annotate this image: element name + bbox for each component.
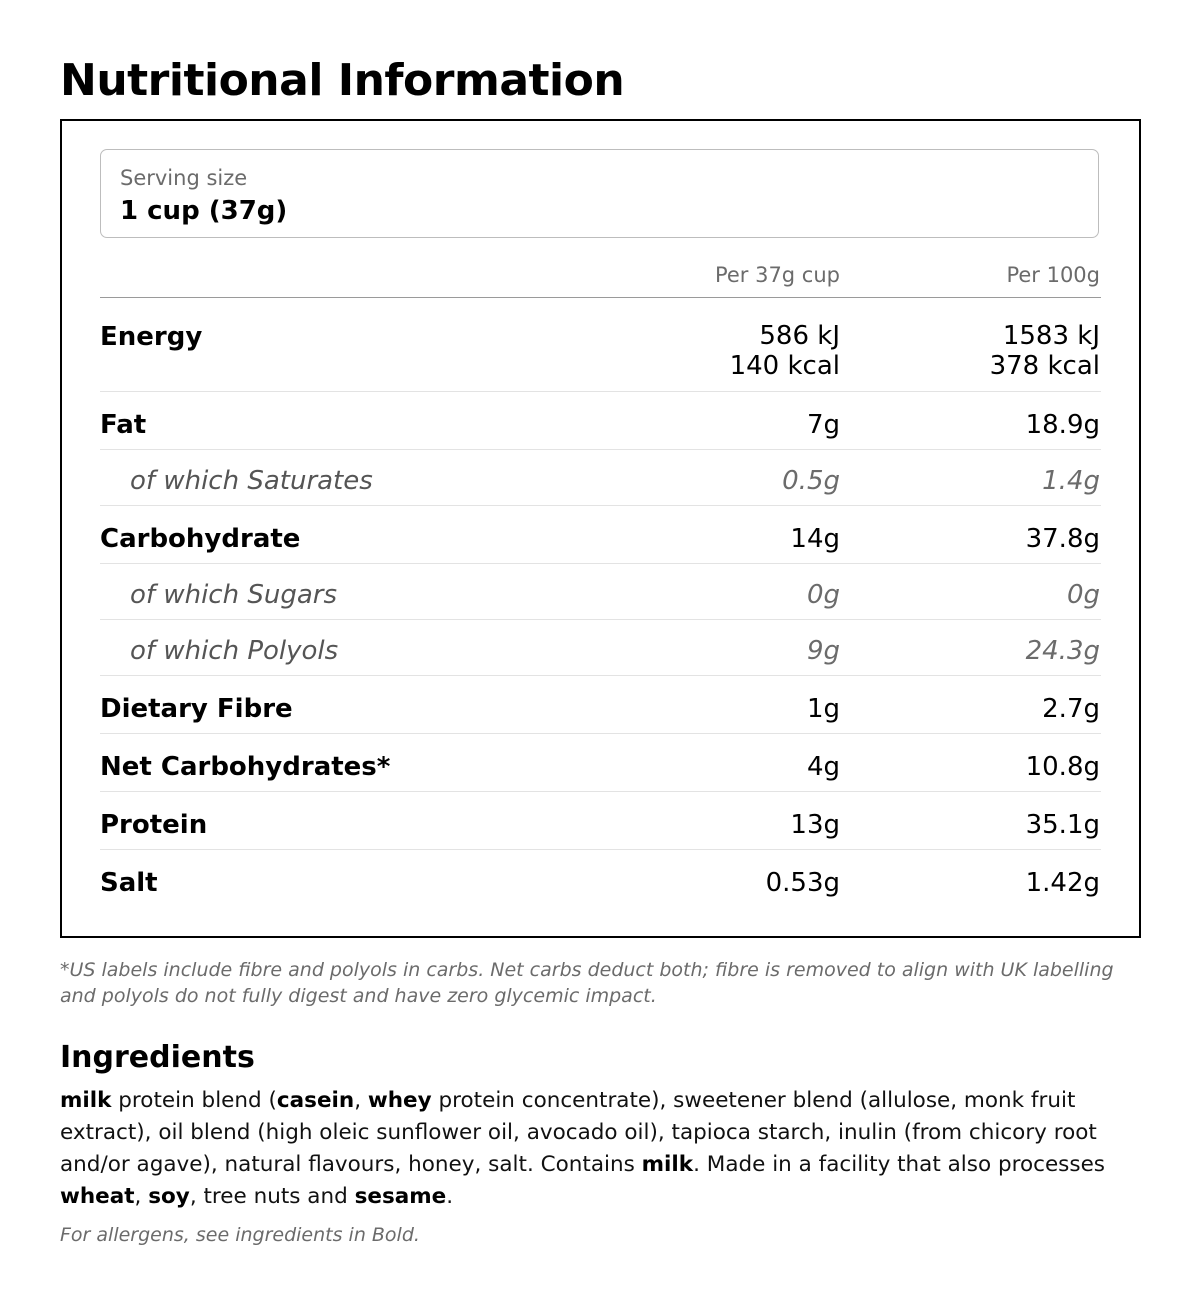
energy-per-100g-kj: 1583 kJ [1002, 321, 1100, 351]
ingredient-text: . [446, 1184, 454, 1209]
ingredient-text: . Made in a facility that also processes [693, 1152, 1106, 1177]
value-per-serving: 7g [806, 410, 840, 440]
nutrient-name: of which Sugars [130, 580, 337, 610]
serving-size-value: 1 cup (37g) [120, 196, 288, 226]
value-per-serving: 4g [806, 752, 840, 782]
value-per-serving: 9g [806, 636, 840, 666]
energy-per-100g [990, 321, 1100, 381]
nutrient-name: Carbohydrate [100, 524, 301, 554]
nutrient-name: Net Carbohydrates* [100, 752, 391, 782]
table-row-energy [100, 298, 1101, 392]
table-row [100, 850, 1101, 907]
value-per-100g: 0g [1066, 580, 1100, 610]
table-header [100, 263, 1101, 298]
table-row [100, 506, 1101, 564]
value-per-100g: 37.8g [1025, 524, 1100, 554]
nutrient-name: of which Polyols [130, 636, 339, 666]
serving-size-label: Serving size [120, 166, 248, 190]
allergen-note: For allergens, see ingredients in Bold. [60, 1224, 420, 1246]
energy-per-serving [730, 321, 840, 381]
value-per-serving: 13g [790, 810, 840, 840]
table-row [100, 620, 1101, 676]
allergen-ingredient: sesame [354, 1184, 447, 1209]
value-per-100g: 18.9g [1025, 410, 1100, 440]
ingredient-text: , tree nuts and [189, 1184, 355, 1209]
nutrient-name: Fat [100, 410, 147, 440]
table-row [100, 450, 1101, 506]
allergen-ingredient: milk [60, 1088, 112, 1113]
value-per-100g: 2.7g [1042, 694, 1100, 724]
ingredient-text: protein blend ( [111, 1088, 277, 1113]
ingredients-text [60, 1085, 1150, 1213]
value-per-100g: 10.8g [1025, 752, 1100, 782]
allergen-ingredient: casein [276, 1088, 355, 1113]
table-row [100, 792, 1101, 850]
net-carbs-footnote: *US labels include fibre and polyols in carbs. Net carbs deduct both; fibre is removed to align with UK labelling and polyols do not fully digest and have zero glycemic impact. [60, 959, 1114, 1007]
nutrition-panel [60, 119, 1141, 938]
nutrient-name: of which Saturates [130, 466, 373, 496]
allergen-ingredient: soy [148, 1184, 190, 1209]
table-row [100, 564, 1101, 620]
header-per-100g: Per 100g [1006, 263, 1100, 287]
allergen-ingredient: whey [367, 1088, 432, 1113]
value-per-100g: 1.4g [1042, 466, 1100, 496]
value-per-serving: 0.53g [765, 868, 840, 898]
energy-per-serving-kcal: 140 kcal [729, 351, 840, 381]
allergen-ingredient: wheat [60, 1184, 135, 1209]
value-per-serving: 0.5g [782, 466, 840, 496]
ingredient-text: , [134, 1184, 149, 1209]
value-per-100g: 1.42g [1025, 868, 1100, 898]
serving-size-box [100, 149, 1099, 238]
nutrient-name: Energy [100, 322, 203, 352]
value-per-serving: 0g [806, 580, 840, 610]
nutrition-table [100, 263, 1101, 907]
table-row [100, 392, 1101, 450]
ingredient-text: protein concentrate), sweetener blend (allulose, monk fruit extract), oil blend (high oleic sunflower oil, avocado oil), tapioca starch, inulin (from chicory root and/or agave), natural flavours, honey, salt. Contains [60, 1088, 1097, 1177]
header-per-serving: Per 37g cup [714, 263, 840, 287]
energy-per-serving-kj: 586 kJ [759, 321, 840, 351]
nutrient-name: Salt [100, 868, 158, 898]
table-row [100, 676, 1101, 734]
value-per-100g: 24.3g [1025, 636, 1100, 666]
energy-per-100g-kcal: 378 kcal [989, 351, 1100, 381]
nutrient-name: Dietary Fibre [100, 694, 293, 724]
allergen-ingredient: milk [641, 1152, 694, 1177]
ingredients-title: Ingredients [60, 1040, 255, 1075]
value-per-serving: 1g [806, 694, 840, 724]
value-per-100g: 35.1g [1025, 810, 1100, 840]
ingredient-text: , [354, 1088, 368, 1113]
table-row [100, 734, 1101, 792]
page-title: Nutritional Information [60, 55, 625, 106]
value-per-serving: 14g [790, 524, 840, 554]
nutrient-name: Protein [100, 810, 208, 840]
